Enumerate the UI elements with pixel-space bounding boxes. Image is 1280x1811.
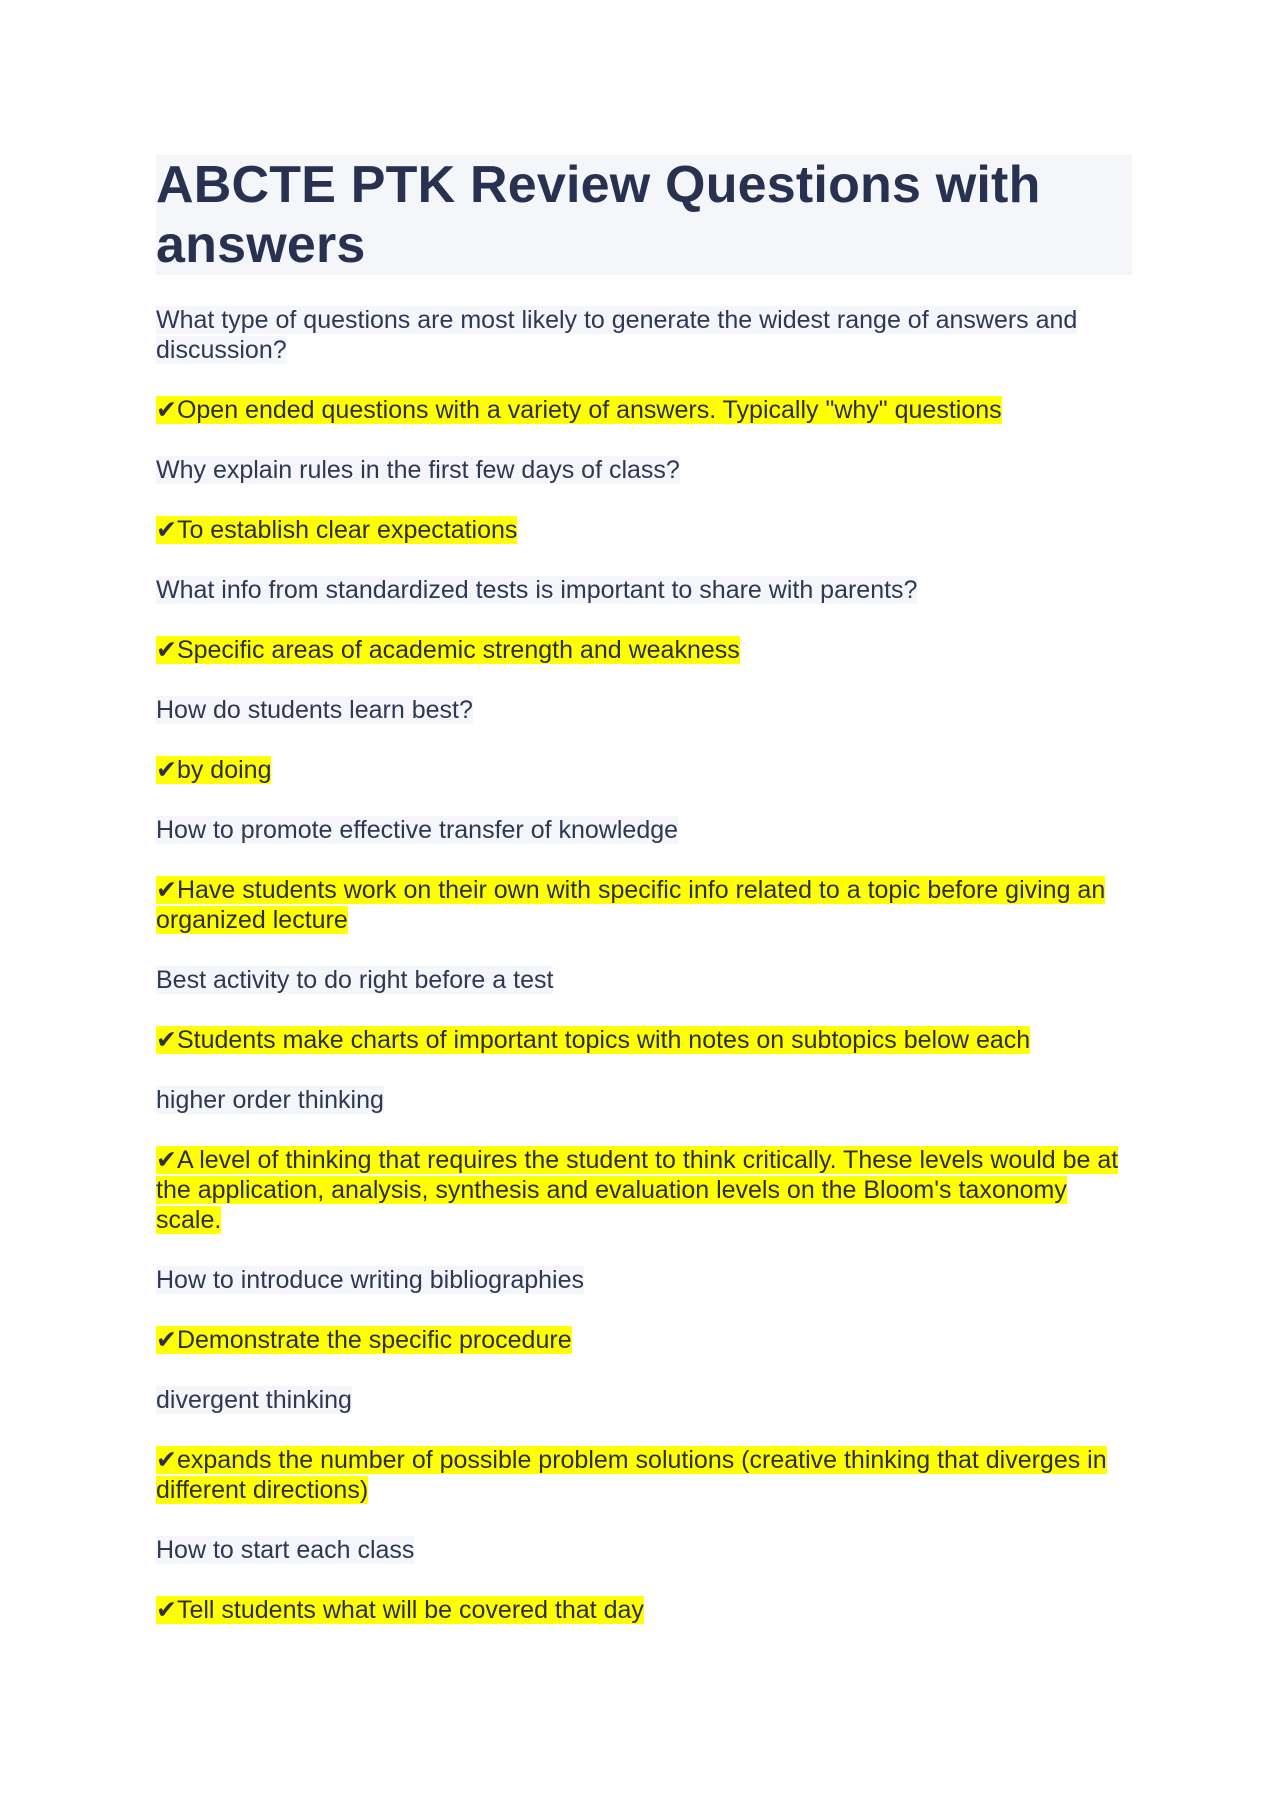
question-2 [156,455,1132,485]
answer-highlight [156,396,1002,424]
answer-1 [156,395,1132,425]
title-block [156,155,1132,275]
question-7 [156,1085,1132,1115]
question-3 [156,575,1132,605]
answer-text: expands the number of possible problem solutions (creative thinking that diverges in different directions) [156,1446,1107,1504]
qa-list [156,305,1132,1625]
question-text: How do students learn best? [156,696,473,724]
check-mark-icon: ✔ [156,756,177,784]
answer-highlight [156,636,740,664]
question-text: What type of questions are most likely to generate the widest range of answers and discussion? [156,306,1078,364]
answer-6 [156,1025,1132,1055]
answer-text: Students make charts of important topics with notes on subtopics below each [176,1026,1031,1054]
answer-10 [156,1595,1132,1625]
answer-highlight [156,1596,644,1624]
document-title: ABCTE PTK Review Questions with answers [156,156,1041,274]
question-4 [156,695,1132,725]
check-mark-icon: ✔ [156,636,177,664]
answer-9 [156,1445,1132,1505]
answer-text: To establish clear expectations [176,516,518,544]
answer-highlight [156,516,517,544]
answer-highlight [156,1146,1118,1234]
answer-2 [156,515,1132,545]
answer-text: Specific areas of academic strength and weakness [176,636,740,664]
check-mark-icon: ✔ [156,1326,177,1354]
answer-8 [156,1325,1132,1355]
answer-text: Demonstrate the specific procedure [176,1326,572,1354]
check-mark-icon: ✔ [156,1026,177,1054]
question-text: divergent thinking [156,1386,352,1414]
check-mark-icon: ✔ [156,1596,177,1624]
answer-highlight [156,1326,572,1354]
question-text: How to start each class [156,1536,415,1564]
question-6 [156,965,1132,995]
document-page [156,155,1132,1655]
check-mark-icon: ✔ [156,876,177,904]
check-mark-icon: ✔ [156,516,177,544]
answer-highlight [156,756,271,784]
question-5 [156,815,1132,845]
check-mark-icon: ✔ [156,1446,177,1474]
answer-3 [156,635,1132,665]
question-9 [156,1385,1132,1415]
question-text: How to promote effective transfer of knowledge [156,816,679,844]
check-mark-icon: ✔ [156,396,177,424]
question-text: How to introduce writing bibliographies [156,1266,585,1294]
answer-text: Tell students what will be covered that day [176,1596,644,1624]
question-1 [156,305,1132,365]
question-text: Why explain rules in the first few days of class? [156,456,680,484]
question-10 [156,1535,1132,1565]
answer-highlight [156,1026,1030,1054]
answer-text: Have students work on their own with specific info related to a topic before giving an organized lecture [156,876,1106,934]
answer-text: by doing [176,756,272,784]
answer-7 [156,1145,1132,1235]
check-mark-icon: ✔ [156,1146,177,1174]
answer-highlight [156,876,1105,934]
question-text: What info from standardized tests is important to share with parents? [156,576,918,604]
question-text: higher order thinking [156,1086,384,1114]
question-text: Best activity to do right before a test [156,966,554,994]
answer-4 [156,755,1132,785]
answer-text: Open ended questions with a variety of answers. Typically "why" questions [176,396,1002,424]
answer-5 [156,875,1132,935]
answer-highlight [156,1446,1107,1504]
answer-text: A level of thinking that requires the student to think critically. These levels would be at the application, analysis, synthesis and evaluation levels on the Bloom's taxonomy scale. [156,1146,1119,1234]
question-8 [156,1265,1132,1295]
